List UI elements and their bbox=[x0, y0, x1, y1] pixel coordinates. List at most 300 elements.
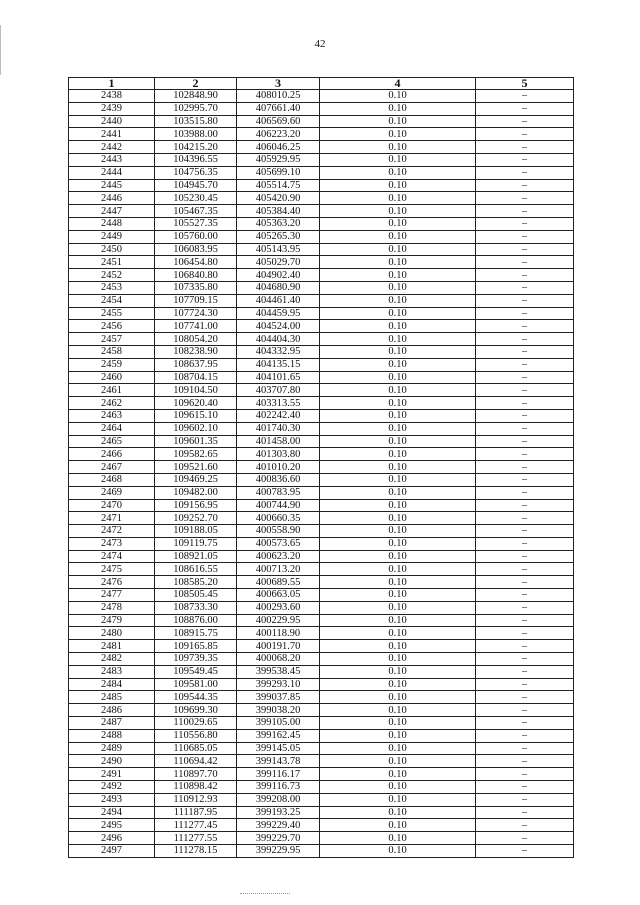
column-header-4: 4 bbox=[320, 78, 476, 90]
table-cell-col1: 2456 bbox=[69, 320, 155, 333]
table-cell-col3: 400068.20 bbox=[237, 653, 320, 666]
table-cell-col4: 0.10 bbox=[320, 717, 476, 730]
table-cell-col2: 102848.90 bbox=[155, 90, 237, 103]
table-cell-col5: – bbox=[476, 678, 574, 691]
table-row bbox=[69, 473, 574, 486]
column-header-5: 5 bbox=[476, 78, 574, 90]
table-cell-col4: 0.10 bbox=[320, 128, 476, 141]
table-cell-col4: 0.10 bbox=[320, 371, 476, 384]
table-cell-col5: – bbox=[476, 525, 574, 538]
table-cell-col3: 403707.80 bbox=[237, 384, 320, 397]
table-cell-col2: 109581.00 bbox=[155, 678, 237, 691]
table-cell-col1: 2467 bbox=[69, 461, 155, 474]
table-cell-col2: 109602.10 bbox=[155, 422, 237, 435]
table-cell-col1: 2449 bbox=[69, 230, 155, 243]
table-cell-col1: 2443 bbox=[69, 153, 155, 166]
table-cell-col4: 0.10 bbox=[320, 793, 476, 806]
table-cell-col2: 108915.75 bbox=[155, 627, 237, 640]
table-cell-col3: 400573.65 bbox=[237, 537, 320, 550]
table-cell-col1: 2452 bbox=[69, 269, 155, 282]
table-cell-col4: 0.10 bbox=[320, 832, 476, 845]
table-cell-col4: 0.10 bbox=[320, 179, 476, 192]
table-cell-col4: 0.10 bbox=[320, 448, 476, 461]
table-cell-col3: 405699.10 bbox=[237, 166, 320, 179]
table-cell-col3: 399116.73 bbox=[237, 781, 320, 794]
table-cell-col5: – bbox=[476, 115, 574, 128]
page-edge-mark bbox=[0, 25, 1, 75]
table-cell-col5: – bbox=[476, 717, 574, 730]
table-cell-col4: 0.10 bbox=[320, 294, 476, 307]
table-cell-col3: 405029.70 bbox=[237, 256, 320, 269]
table-cell-col4: 0.10 bbox=[320, 563, 476, 576]
table-row bbox=[69, 320, 574, 333]
table-cell-col1: 2463 bbox=[69, 409, 155, 422]
table-row bbox=[69, 141, 574, 154]
table-cell-col1: 2460 bbox=[69, 371, 155, 384]
table-row bbox=[69, 461, 574, 474]
table-cell-col3: 403313.55 bbox=[237, 397, 320, 410]
table-row bbox=[69, 256, 574, 269]
table-cell-col2: 111277.55 bbox=[155, 832, 237, 845]
table-cell-col1: 2438 bbox=[69, 90, 155, 103]
table-cell-col2: 109119.75 bbox=[155, 537, 237, 550]
table-cell-col2: 109544.35 bbox=[155, 691, 237, 704]
table-row bbox=[69, 755, 574, 768]
table-cell-col5: – bbox=[476, 397, 574, 410]
table-row bbox=[69, 691, 574, 704]
table-cell-col5: – bbox=[476, 729, 574, 742]
table-cell-col2: 107709.15 bbox=[155, 294, 237, 307]
table-cell-col1: 2478 bbox=[69, 601, 155, 614]
table-cell-col3: 399143.78 bbox=[237, 755, 320, 768]
table-row bbox=[69, 512, 574, 525]
table-row bbox=[69, 742, 574, 755]
table-cell-col3: 400293.60 bbox=[237, 601, 320, 614]
table-cell-col4: 0.10 bbox=[320, 461, 476, 474]
table-cell-col5: – bbox=[476, 473, 574, 486]
table-cell-col2: 105230.45 bbox=[155, 192, 237, 205]
table-cell-col4: 0.10 bbox=[320, 845, 476, 858]
table-row bbox=[69, 768, 574, 781]
table-cell-col5: – bbox=[476, 166, 574, 179]
table-cell-col4: 0.10 bbox=[320, 230, 476, 243]
table-cell-col3: 405514.75 bbox=[237, 179, 320, 192]
table-cell-col4: 0.10 bbox=[320, 422, 476, 435]
table-cell-col3: 405265.30 bbox=[237, 230, 320, 243]
table-cell-col2: 105527.35 bbox=[155, 217, 237, 230]
table-cell-col1: 2455 bbox=[69, 307, 155, 320]
table-cell-col1: 2483 bbox=[69, 665, 155, 678]
table-cell-col5: – bbox=[476, 563, 574, 576]
table-cell-col1: 2465 bbox=[69, 435, 155, 448]
table-cell-col5: – bbox=[476, 358, 574, 371]
table-cell-col3: 399229.40 bbox=[237, 819, 320, 832]
table-row bbox=[69, 729, 574, 742]
table-cell-col4: 0.10 bbox=[320, 141, 476, 154]
table-cell-col1: 2441 bbox=[69, 128, 155, 141]
table-row bbox=[69, 102, 574, 115]
table-cell-col3: 404461.40 bbox=[237, 294, 320, 307]
table-cell-col4: 0.10 bbox=[320, 691, 476, 704]
table-cell-col3: 399293.10 bbox=[237, 678, 320, 691]
table-cell-col3: 400191.70 bbox=[237, 640, 320, 653]
table-cell-col1: 2482 bbox=[69, 653, 155, 666]
table-cell-col5: – bbox=[476, 422, 574, 435]
table-cell-col1: 2466 bbox=[69, 448, 155, 461]
table-cell-col3: 399208.00 bbox=[237, 793, 320, 806]
table-cell-col4: 0.10 bbox=[320, 576, 476, 589]
table-cell-col5: – bbox=[476, 601, 574, 614]
table-cell-col2: 108054.20 bbox=[155, 333, 237, 346]
table-body bbox=[69, 90, 574, 858]
table-cell-col5: – bbox=[476, 627, 574, 640]
table-cell-col1: 2446 bbox=[69, 192, 155, 205]
table-cell-col5: – bbox=[476, 243, 574, 256]
table-cell-col5: – bbox=[476, 806, 574, 819]
table-cell-col5: – bbox=[476, 294, 574, 307]
table-row bbox=[69, 294, 574, 307]
coordinates-table bbox=[68, 77, 574, 858]
table-row bbox=[69, 333, 574, 346]
table-cell-col1: 2470 bbox=[69, 499, 155, 512]
table-cell-col3: 399193.25 bbox=[237, 806, 320, 819]
table-cell-col5: – bbox=[476, 333, 574, 346]
table-cell-col2: 108733.30 bbox=[155, 601, 237, 614]
table-cell-col1: 2444 bbox=[69, 166, 155, 179]
table-cell-col3: 404902.40 bbox=[237, 269, 320, 282]
table-cell-col1: 2490 bbox=[69, 755, 155, 768]
table-cell-col4: 0.10 bbox=[320, 358, 476, 371]
table-cell-col2: 104756.35 bbox=[155, 166, 237, 179]
table-cell-col2: 109620.40 bbox=[155, 397, 237, 410]
table-cell-col3: 399105.00 bbox=[237, 717, 320, 730]
table-cell-col4: 0.10 bbox=[320, 269, 476, 282]
table-cell-col2: 106454.80 bbox=[155, 256, 237, 269]
table-row bbox=[69, 384, 574, 397]
table-cell-col2: 110694.42 bbox=[155, 755, 237, 768]
table-row bbox=[69, 704, 574, 717]
table-cell-col3: 399162.45 bbox=[237, 729, 320, 742]
table-cell-col4: 0.10 bbox=[320, 704, 476, 717]
table-cell-col1: 2488 bbox=[69, 729, 155, 742]
table-cell-col3: 404101.65 bbox=[237, 371, 320, 384]
table-cell-col2: 102995.70 bbox=[155, 102, 237, 115]
table-cell-col5: – bbox=[476, 371, 574, 384]
table-cell-col5: – bbox=[476, 691, 574, 704]
table-header-row bbox=[69, 78, 574, 90]
table-cell-col5: – bbox=[476, 409, 574, 422]
table-row bbox=[69, 781, 574, 794]
table-cell-col3: 399229.70 bbox=[237, 832, 320, 845]
table-cell-col2: 109582.65 bbox=[155, 448, 237, 461]
table-cell-col2: 109615.10 bbox=[155, 409, 237, 422]
table-cell-col2: 103515.80 bbox=[155, 115, 237, 128]
table-cell-col5: – bbox=[476, 102, 574, 115]
table-cell-col1: 2491 bbox=[69, 768, 155, 781]
table-cell-col3: 406223.20 bbox=[237, 128, 320, 141]
page-number: 42 bbox=[314, 38, 326, 50]
table-cell-col5: – bbox=[476, 537, 574, 550]
table-cell-col2: 111278.15 bbox=[155, 845, 237, 858]
table-cell-col1: 2492 bbox=[69, 781, 155, 794]
table-cell-col2: 109469.25 bbox=[155, 473, 237, 486]
table-cell-col3: 401458.00 bbox=[237, 435, 320, 448]
table-row bbox=[69, 653, 574, 666]
table-cell-col4: 0.10 bbox=[320, 217, 476, 230]
table-cell-col1: 2447 bbox=[69, 205, 155, 218]
table-row bbox=[69, 601, 574, 614]
table-row bbox=[69, 205, 574, 218]
table-cell-col5: – bbox=[476, 550, 574, 563]
table-cell-col4: 0.10 bbox=[320, 333, 476, 346]
table-cell-col5: – bbox=[476, 345, 574, 358]
table-cell-col2: 104396.55 bbox=[155, 153, 237, 166]
table-cell-col2: 104215.20 bbox=[155, 141, 237, 154]
table-cell-col5: – bbox=[476, 384, 574, 397]
table-row bbox=[69, 307, 574, 320]
table-row bbox=[69, 614, 574, 627]
table-cell-col2: 109165.85 bbox=[155, 640, 237, 653]
table-cell-col2: 110685.05 bbox=[155, 742, 237, 755]
table-cell-col3: 401010.20 bbox=[237, 461, 320, 474]
table-cell-col1: 2468 bbox=[69, 473, 155, 486]
table-cell-col2: 107335.80 bbox=[155, 281, 237, 294]
table-cell-col4: 0.10 bbox=[320, 537, 476, 550]
table-cell-col5: – bbox=[476, 256, 574, 269]
table-cell-col1: 2440 bbox=[69, 115, 155, 128]
table-cell-col4: 0.10 bbox=[320, 320, 476, 333]
table-cell-col3: 405363.20 bbox=[237, 217, 320, 230]
table-cell-col3: 400744.90 bbox=[237, 499, 320, 512]
table-cell-col2: 108238.90 bbox=[155, 345, 237, 358]
table-row bbox=[69, 345, 574, 358]
table-cell-col3: 400783.95 bbox=[237, 486, 320, 499]
table-cell-col3: 400118.90 bbox=[237, 627, 320, 640]
table-cell-col1: 2493 bbox=[69, 793, 155, 806]
table-cell-col2: 109549.45 bbox=[155, 665, 237, 678]
table-cell-col2: 108637.95 bbox=[155, 358, 237, 371]
table-cell-col2: 106840.80 bbox=[155, 269, 237, 282]
table-cell-col3: 407661.40 bbox=[237, 102, 320, 115]
table-cell-col4: 0.10 bbox=[320, 614, 476, 627]
table-cell-col5: – bbox=[476, 781, 574, 794]
table-cell-col1: 2471 bbox=[69, 512, 155, 525]
table-cell-col5: – bbox=[476, 269, 574, 282]
table-cell-col1: 2472 bbox=[69, 525, 155, 538]
table-cell-col5: – bbox=[476, 755, 574, 768]
table-cell-col3: 401303.80 bbox=[237, 448, 320, 461]
table-row bbox=[69, 589, 574, 602]
table-cell-col2: 109521.60 bbox=[155, 461, 237, 474]
table-cell-col1: 2459 bbox=[69, 358, 155, 371]
table-cell-col1: 2461 bbox=[69, 384, 155, 397]
table-cell-col1: 2457 bbox=[69, 333, 155, 346]
table-cell-col4: 0.10 bbox=[320, 345, 476, 358]
table-row bbox=[69, 281, 574, 294]
table-row bbox=[69, 422, 574, 435]
table-cell-col3: 400836.60 bbox=[237, 473, 320, 486]
table-cell-col5: – bbox=[476, 230, 574, 243]
table-cell-col5: – bbox=[476, 217, 574, 230]
table-cell-col5: – bbox=[476, 153, 574, 166]
table-cell-col5: – bbox=[476, 128, 574, 141]
table-cell-col4: 0.10 bbox=[320, 589, 476, 602]
table-cell-col4: 0.10 bbox=[320, 281, 476, 294]
table-cell-col3: 404680.90 bbox=[237, 281, 320, 294]
table-cell-col4: 0.10 bbox=[320, 102, 476, 115]
table-row bbox=[69, 371, 574, 384]
table-cell-col2: 109482.00 bbox=[155, 486, 237, 499]
table-cell-col4: 0.10 bbox=[320, 397, 476, 410]
table-row bbox=[69, 90, 574, 103]
table-cell-col1: 2487 bbox=[69, 717, 155, 730]
table-row bbox=[69, 563, 574, 576]
table-cell-col4: 0.10 bbox=[320, 256, 476, 269]
table-row bbox=[69, 665, 574, 678]
table-row bbox=[69, 499, 574, 512]
table-cell-col1: 2473 bbox=[69, 537, 155, 550]
table-cell-col4: 0.10 bbox=[320, 729, 476, 742]
table-cell-col2: 108876.00 bbox=[155, 614, 237, 627]
table-cell-col3: 400558.90 bbox=[237, 525, 320, 538]
table-cell-col2: 111277.45 bbox=[155, 819, 237, 832]
table-cell-col4: 0.10 bbox=[320, 115, 476, 128]
table-cell-col1: 2496 bbox=[69, 832, 155, 845]
table-cell-col1: 2484 bbox=[69, 678, 155, 691]
table-row bbox=[69, 217, 574, 230]
table-row bbox=[69, 179, 574, 192]
table-cell-col3: 399538.45 bbox=[237, 665, 320, 678]
column-header-1: 1 bbox=[69, 78, 155, 90]
table-cell-col3: 401740.30 bbox=[237, 422, 320, 435]
table-cell-col5: – bbox=[476, 141, 574, 154]
table-cell-col3: 402242.40 bbox=[237, 409, 320, 422]
footer-mark bbox=[240, 893, 290, 895]
table-cell-col4: 0.10 bbox=[320, 192, 476, 205]
table-cell-col4: 0.10 bbox=[320, 640, 476, 653]
table-cell-col3: 400663.05 bbox=[237, 589, 320, 602]
table-row bbox=[69, 576, 574, 589]
table-cell-col2: 107741.00 bbox=[155, 320, 237, 333]
table-cell-col2: 108921.05 bbox=[155, 550, 237, 563]
column-header-3: 3 bbox=[237, 78, 320, 90]
table-cell-col3: 404332.95 bbox=[237, 345, 320, 358]
table-cell-col1: 2494 bbox=[69, 806, 155, 819]
table-cell-col1: 2497 bbox=[69, 845, 155, 858]
table-row bbox=[69, 397, 574, 410]
table-cell-col5: – bbox=[476, 320, 574, 333]
table-cell-col2: 111187.95 bbox=[155, 806, 237, 819]
table-cell-col5: – bbox=[476, 448, 574, 461]
table-cell-col3: 405384.40 bbox=[237, 205, 320, 218]
table-cell-col5: – bbox=[476, 832, 574, 845]
column-header-2: 2 bbox=[155, 78, 237, 90]
table-row bbox=[69, 409, 574, 422]
table-cell-col3: 399116.17 bbox=[237, 768, 320, 781]
table-cell-col3: 404404.30 bbox=[237, 333, 320, 346]
table-cell-col2: 110556.80 bbox=[155, 729, 237, 742]
table-cell-col5: – bbox=[476, 614, 574, 627]
table-cell-col3: 400689.55 bbox=[237, 576, 320, 589]
table-row bbox=[69, 153, 574, 166]
table-cell-col3: 404135.15 bbox=[237, 358, 320, 371]
table-cell-col2: 109739.35 bbox=[155, 653, 237, 666]
table-cell-col4: 0.10 bbox=[320, 525, 476, 538]
table-cell-col1: 2486 bbox=[69, 704, 155, 717]
table-cell-col2: 105760.00 bbox=[155, 230, 237, 243]
table-cell-col3: 405420.90 bbox=[237, 192, 320, 205]
table-cell-col5: – bbox=[476, 281, 574, 294]
table-cell-col2: 108505.45 bbox=[155, 589, 237, 602]
table-cell-col4: 0.10 bbox=[320, 678, 476, 691]
table-cell-col2: 109188.05 bbox=[155, 525, 237, 538]
table-cell-col2: 109601.35 bbox=[155, 435, 237, 448]
table-cell-col5: – bbox=[476, 90, 574, 103]
table-cell-col5: – bbox=[476, 512, 574, 525]
table-cell-col2: 109104.50 bbox=[155, 384, 237, 397]
table-cell-col4: 0.10 bbox=[320, 819, 476, 832]
table-cell-col5: – bbox=[476, 589, 574, 602]
table-row bbox=[69, 115, 574, 128]
table-row bbox=[69, 627, 574, 640]
table-cell-col1: 2485 bbox=[69, 691, 155, 704]
table-cell-col5: – bbox=[476, 192, 574, 205]
table-cell-col2: 106083.95 bbox=[155, 243, 237, 256]
table-cell-col5: – bbox=[476, 704, 574, 717]
table-cell-col2: 110029.65 bbox=[155, 717, 237, 730]
table-cell-col3: 404524.00 bbox=[237, 320, 320, 333]
table-row bbox=[69, 806, 574, 819]
table-cell-col2: 108616.55 bbox=[155, 563, 237, 576]
table-cell-col4: 0.10 bbox=[320, 153, 476, 166]
table-cell-col1: 2445 bbox=[69, 179, 155, 192]
table-cell-col3: 406569.60 bbox=[237, 115, 320, 128]
table-cell-col4: 0.10 bbox=[320, 627, 476, 640]
table-row bbox=[69, 550, 574, 563]
table-cell-col3: 399229.95 bbox=[237, 845, 320, 858]
table-row bbox=[69, 486, 574, 499]
table-cell-col4: 0.10 bbox=[320, 384, 476, 397]
table-cell-col5: – bbox=[476, 576, 574, 589]
table-cell-col3: 399145.05 bbox=[237, 742, 320, 755]
table-cell-col2: 109252.70 bbox=[155, 512, 237, 525]
table-cell-col5: – bbox=[476, 179, 574, 192]
table-row bbox=[69, 269, 574, 282]
table-cell-col1: 2451 bbox=[69, 256, 155, 269]
table-cell-col1: 2453 bbox=[69, 281, 155, 294]
table-row bbox=[69, 448, 574, 461]
table-cell-col5: – bbox=[476, 435, 574, 448]
table-cell-col2: 110912.93 bbox=[155, 793, 237, 806]
table-cell-col1: 2442 bbox=[69, 141, 155, 154]
table-cell-col4: 0.10 bbox=[320, 550, 476, 563]
table-cell-col4: 0.10 bbox=[320, 499, 476, 512]
table-row bbox=[69, 537, 574, 550]
table-cell-col1: 2481 bbox=[69, 640, 155, 653]
table-cell-col2: 109699.30 bbox=[155, 704, 237, 717]
table-cell-col1: 2469 bbox=[69, 486, 155, 499]
table-cell-col3: 400623.20 bbox=[237, 550, 320, 563]
table-cell-col1: 2480 bbox=[69, 627, 155, 640]
table-cell-col5: – bbox=[476, 819, 574, 832]
table-cell-col4: 0.10 bbox=[320, 166, 476, 179]
table-cell-col4: 0.10 bbox=[320, 435, 476, 448]
table-cell-col2: 108585.20 bbox=[155, 576, 237, 589]
table-cell-col4: 0.10 bbox=[320, 806, 476, 819]
table-cell-col3: 405929.95 bbox=[237, 153, 320, 166]
table-cell-col3: 400713.20 bbox=[237, 563, 320, 576]
table-cell-col4: 0.10 bbox=[320, 512, 476, 525]
